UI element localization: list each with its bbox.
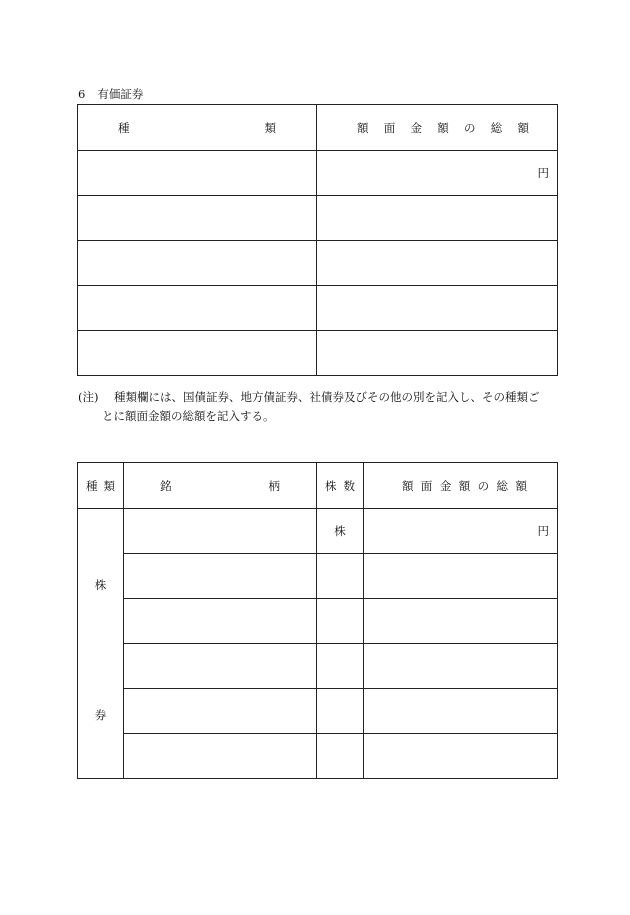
note-line-1: 種類欄には、国債証券、地方債証券、社債券及びその他の別を記入し、その種類ご	[114, 390, 540, 404]
total-cell[interactable]	[364, 734, 558, 779]
brand-cell[interactable]	[124, 689, 317, 734]
total-cell[interactable]	[364, 509, 558, 554]
note	[78, 388, 558, 426]
header-total-face-value: 額 面 金 額 の 総 額	[364, 463, 558, 509]
table-row	[78, 286, 558, 331]
total-cell[interactable]	[364, 689, 558, 734]
header-kind: 種 類	[78, 463, 124, 509]
shares-cell[interactable]	[317, 689, 364, 734]
table-header-row	[78, 105, 558, 151]
section-title: 有価証券	[97, 87, 144, 101]
unit-yen: 円	[537, 166, 549, 180]
shares-cell[interactable]	[317, 644, 364, 689]
shares-cell[interactable]	[317, 554, 364, 599]
kind-cell[interactable]	[78, 151, 317, 196]
table-row	[78, 509, 558, 554]
kind-char-2: 券	[94, 708, 107, 722]
brand-cell[interactable]	[124, 599, 317, 644]
total-cell[interactable]	[317, 151, 558, 196]
table-row	[78, 689, 558, 734]
table-row	[78, 196, 558, 241]
kind-cell[interactable]	[78, 331, 317, 376]
brand-cell[interactable]	[124, 644, 317, 689]
table-row	[78, 599, 558, 644]
table-row	[78, 241, 558, 286]
total-cell[interactable]	[317, 241, 558, 286]
kind-stock-certificate	[78, 509, 124, 779]
kind-cell[interactable]	[78, 286, 317, 331]
stocks-table	[77, 462, 558, 779]
total-cell[interactable]	[317, 331, 558, 376]
unit-yen: 円	[537, 524, 549, 538]
table-row	[78, 151, 558, 196]
table-row	[78, 554, 558, 599]
total-cell[interactable]	[364, 599, 558, 644]
kind-cell[interactable]	[78, 196, 317, 241]
brand-cell[interactable]	[124, 509, 317, 554]
header-total-face-value: 額 面 金 額 の 総 額	[317, 105, 558, 151]
securities-table	[77, 104, 558, 376]
section-number: 6	[78, 87, 86, 101]
table-row	[78, 331, 558, 376]
header-kind: 種 類	[78, 105, 317, 151]
note-line-2: とに額面金額の総額を記入する。	[102, 409, 275, 423]
total-cell[interactable]	[364, 554, 558, 599]
section-heading	[78, 86, 143, 102]
kind-char-1: 株	[94, 578, 107, 592]
brand-cell[interactable]	[124, 554, 317, 599]
table-row	[78, 644, 558, 689]
brand-cell[interactable]	[124, 734, 317, 779]
header-brand: 銘 柄	[124, 463, 317, 509]
table-header-row	[78, 463, 558, 509]
shares-cell[interactable]	[317, 734, 364, 779]
total-cell[interactable]	[317, 286, 558, 331]
unit-shares: 株	[334, 524, 346, 538]
note-label: (注)	[78, 390, 99, 404]
total-cell[interactable]	[317, 196, 558, 241]
header-shares: 株 数	[317, 463, 364, 509]
shares-cell[interactable]	[317, 509, 364, 554]
table-row	[78, 734, 558, 779]
total-cell[interactable]	[364, 644, 558, 689]
shares-cell[interactable]	[317, 599, 364, 644]
kind-cell[interactable]	[78, 241, 317, 286]
